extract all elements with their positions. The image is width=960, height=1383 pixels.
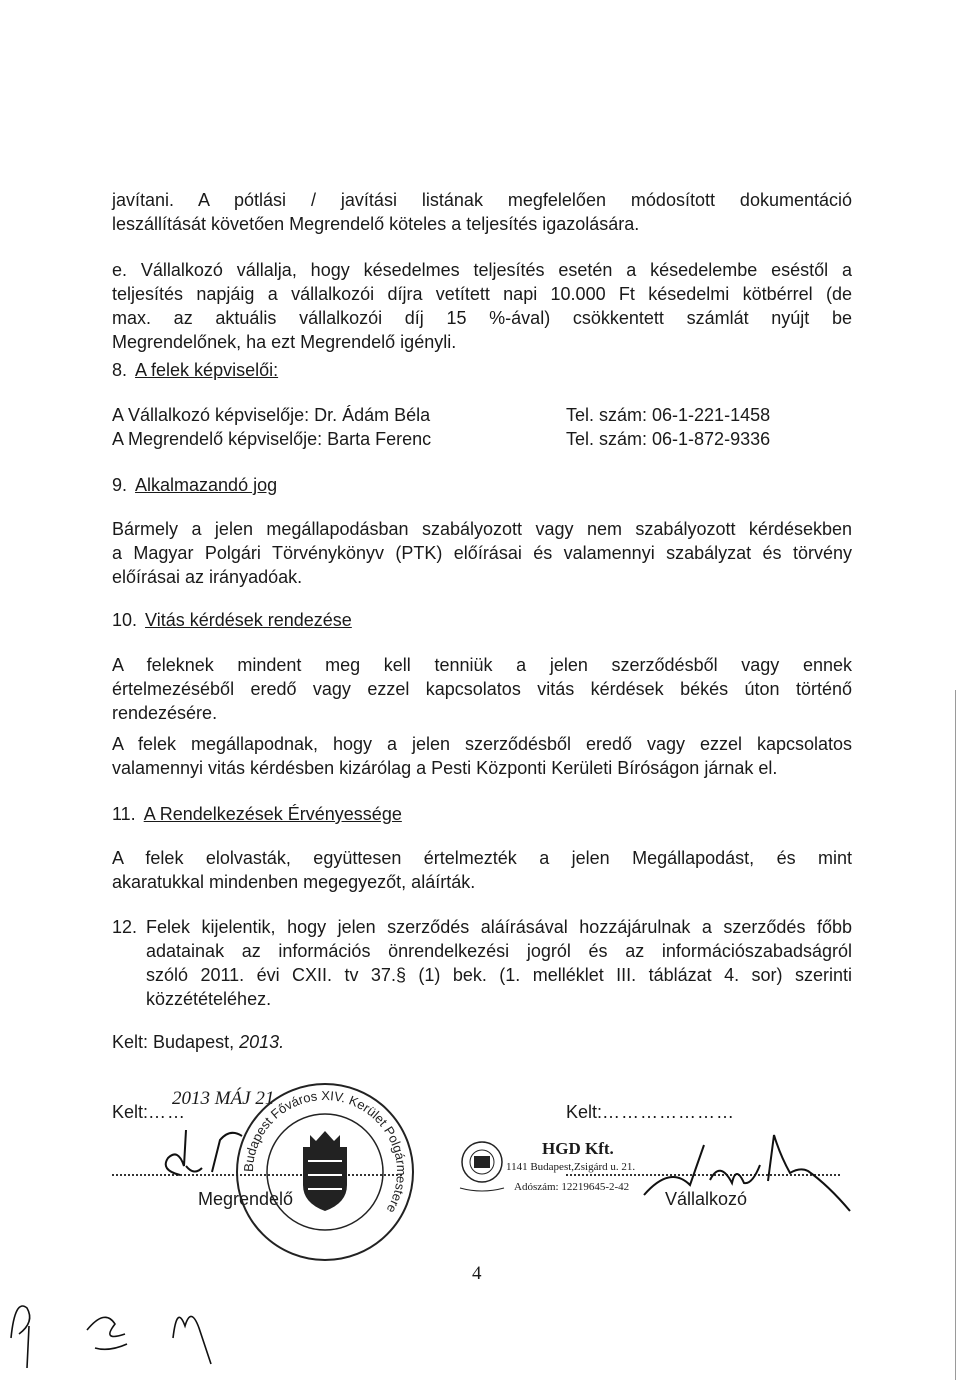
text-line: leszállítását követően Megrendelő köteles a teljesítés igazolására. [112, 214, 640, 234]
left-kelt-dots: …… [148, 1102, 187, 1122]
text-line: Bármely a jelen megállapodásban szabályozott vagy nem szabályozott kérdésekben [112, 519, 852, 539]
right-role-label: Vállalkozó [665, 1189, 748, 1209]
section-8-heading [112, 358, 278, 382]
left-handwritten-signature [150, 1120, 280, 1190]
initials-signature [5, 1278, 225, 1378]
section-title: Vitás kérdések rendezése [145, 610, 352, 630]
text-line: adatainak az információs önrendelkezési jogról és az információszabadságról [146, 941, 852, 961]
place-date-year: 2013. [239, 1032, 285, 1052]
section-number: 10. [112, 610, 138, 630]
section-title: A felek képviselői: [135, 360, 279, 380]
stamp-company-address: 1141 Budapest,Zsigárd u. 21. [506, 1161, 636, 1173]
text-line: Megrendelőnek, ha ezt Megrendelő igényli. [112, 332, 457, 352]
section-10-paragraph-2 [112, 732, 852, 780]
left-role-label: Megrendelő [198, 1189, 294, 1209]
client-phone: Tel. szám: 06-1-872-9336 [566, 429, 771, 449]
paragraph-e [112, 258, 852, 354]
scan-edge-line [955, 690, 956, 1380]
left-kelt-label: Kelt: [112, 1102, 149, 1122]
section-number: 11. [112, 804, 136, 824]
text-line: A feleknek mindent meg kell tenniük a jelen szerződésből vagy ennek [112, 655, 852, 675]
text-line: a Magyar Polgári Törvénykönyv (PTK) előírásai és valamennyi szabályzat és törvény [112, 543, 852, 563]
text-line: Felek kijelentik, hogy jelen szerződés aláírásával hozzájárulnak a szerződés főbb [146, 917, 852, 937]
right-kelt [566, 1100, 735, 1124]
section-9-heading [112, 473, 277, 497]
section-12-number: 12. [112, 917, 138, 937]
contractor-representative: A Vállalkozó képviselője: Dr. Ádám Béla [112, 405, 431, 425]
right-kelt-dots: ………………… [602, 1102, 736, 1122]
text-line: valamennyi vitás kérdésben kizárólag a Pesti Központi Kerületi Bíróságon járnak el. [112, 758, 778, 778]
handwritten-date-stamp: 2013 MÁJ 21 [172, 1088, 275, 1109]
client-representative: A Megrendelő képviselője: Barta Ferenc [112, 429, 432, 449]
section-number: 9. [112, 475, 128, 495]
text-line: javítani. A pótlási / javítási listának megfelelően módosított dokumentáció [112, 190, 852, 210]
text-line: előírásai az irányadóak. [112, 567, 303, 587]
section-number: 8. [112, 360, 128, 380]
right-handwritten-signature [640, 1125, 860, 1220]
text-line: A felek megállapodnak, hogy a jelen szerződésből eredő vagy ezzel kapcsolatos [112, 734, 852, 754]
stamp-tax-id [514, 1180, 629, 1194]
contractor-phone: Tel. szám: 06-1-221-1458 [566, 405, 771, 425]
stamp-tax-number: 12219645-2-42 [561, 1181, 630, 1193]
text-line: értelmezéséből eredő vagy ezzel kapcsolatos vitás kérdések békés úton történő [112, 679, 852, 699]
section-12-body [146, 915, 852, 1011]
place-date-label: Kelt: Budapest, [112, 1032, 240, 1052]
section-11-body [112, 846, 852, 894]
section-title: A Rendelkezések Érvényessége [143, 804, 402, 824]
text-line: szóló 2011. évi CXII. tv 37.§ (1) bek. (1. melléklet III. táblázat 4. sor) szerinti [146, 965, 852, 985]
right-kelt-label: Kelt: [566, 1102, 603, 1122]
text-line: max. az aktuális vállalkozói díj 15 %-ával) csökkentett számlát nyújt be [112, 308, 852, 328]
text-line: rendezésére. [112, 703, 218, 723]
section-10-heading [112, 608, 352, 632]
text-line: közzétételéhez. [146, 989, 272, 1009]
stamp-company-name: HGD Kft. [542, 1139, 614, 1158]
section-11-heading [112, 802, 402, 826]
page-number: 4 [472, 1263, 482, 1284]
place-date [112, 1030, 284, 1054]
coat-of-arms-icon [303, 1131, 347, 1211]
company-logo-icon [452, 1140, 512, 1192]
section-title: Alkalmazandó jog [135, 475, 278, 495]
text-line: A felek elolvasták, együttesen értelmezték a jelen Megállapodást, és mint [112, 848, 852, 868]
text-line: teljesítés napjáig a vállalkozói díjra vetített napi 10.000 Ft késedelmi kötbérrel (de [112, 284, 852, 304]
stamp-text: Budapest Főváros XIV. Kerület Polgármestere [240, 1087, 410, 1216]
paragraph-continuation [112, 188, 852, 236]
stamp-tax-label: Adószám: [514, 1181, 559, 1193]
section-9-body [112, 517, 852, 589]
text-line: e. Vállalkozó vállalja, hogy késedelmes teljesítés esetén a késedelembe eséstől a [112, 260, 852, 280]
text-line: akaratukkal mindenben megegyezőt, aláírták. [112, 872, 476, 892]
section-10-paragraph-1 [112, 653, 852, 725]
